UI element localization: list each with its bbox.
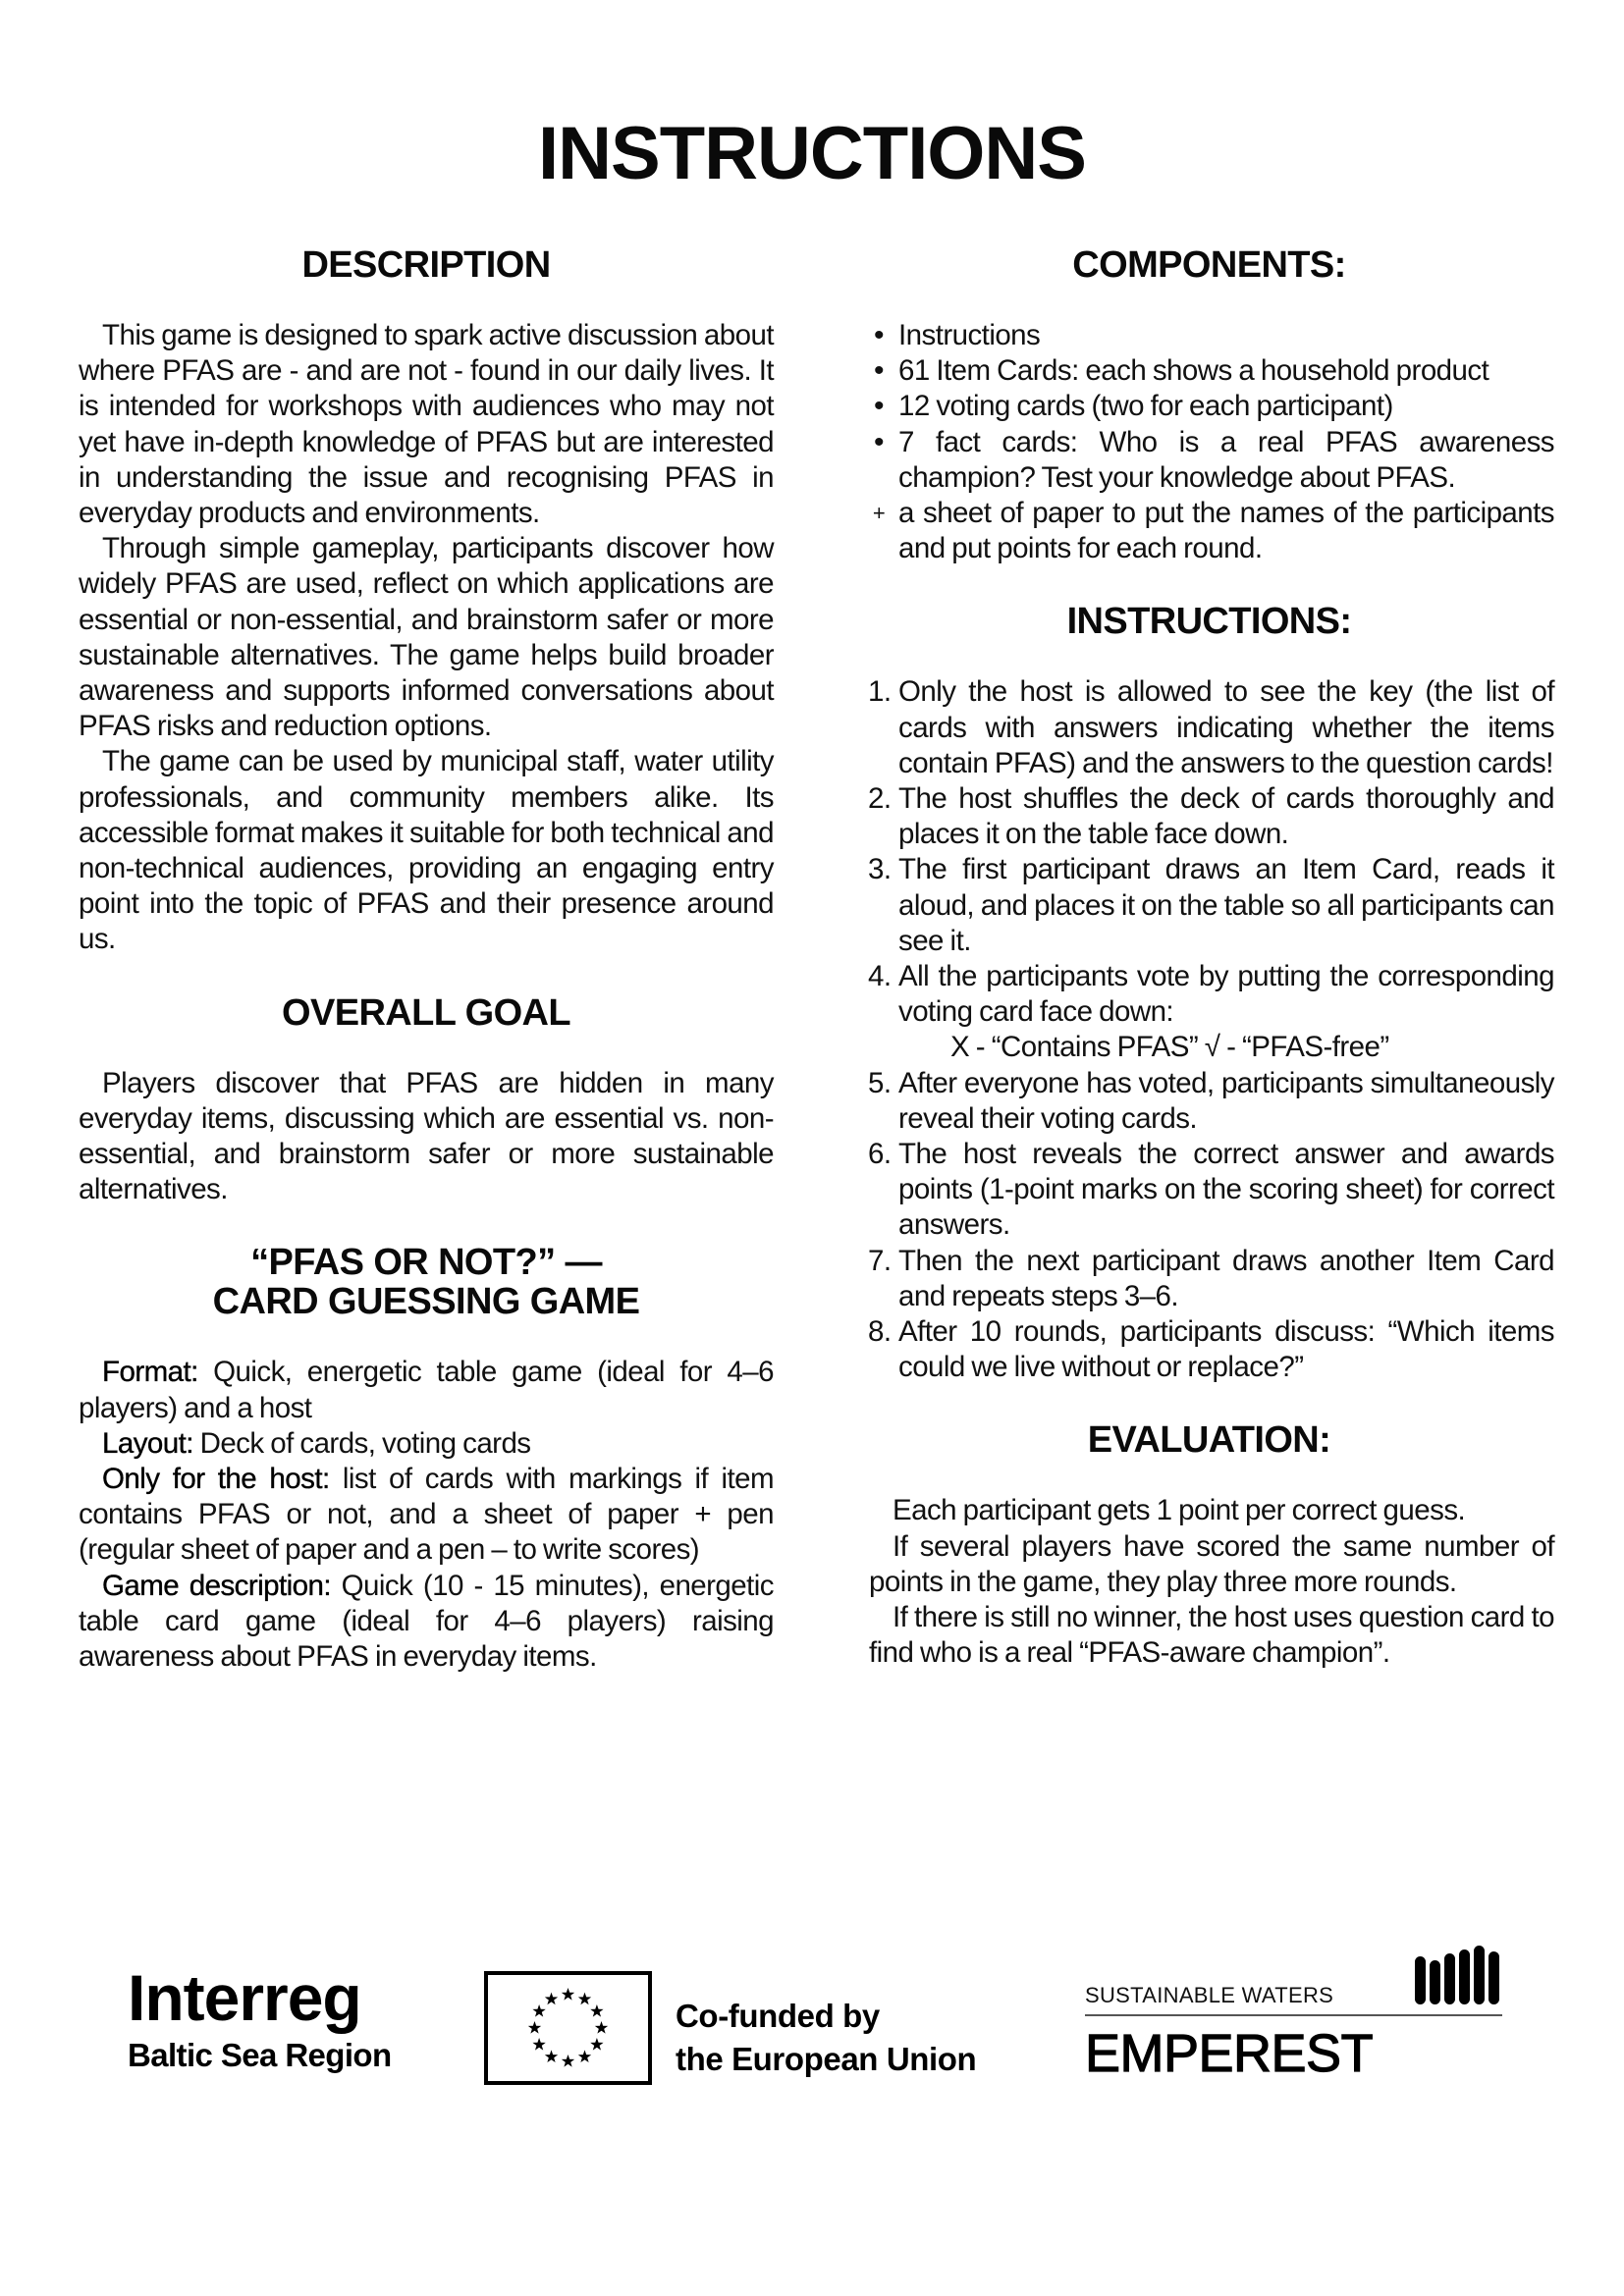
step-number: 8. (868, 1315, 892, 1349)
instructions-heading: INSTRUCTIONS: (1066, 601, 1352, 643)
layout-text: Deck of cards, voting cards (192, 1426, 531, 1460)
component-item (864, 496, 1554, 566)
format-label: Format: (102, 1356, 198, 1389)
evaluation-paragraph: Each participant gets 1 point per correct guess. (893, 1494, 1466, 1527)
step-text: Then the next participant draws another Item Card and repeats steps 3–6. (898, 1244, 1554, 1312)
interreg-logo (128, 1961, 442, 2075)
card-game-description (79, 1569, 774, 1676)
overall-goal-body (79, 1066, 774, 1208)
component-text: 12 voting cards (two for each participant) (898, 390, 1393, 423)
step-number: 1. (868, 675, 892, 709)
eu-flag-icon (484, 1971, 652, 2085)
evaluation-paragraph: If there is still no winner, the host uses question card to find who is a real “PFAS-aware champion”. (869, 1601, 1554, 1670)
step-number: 2. (868, 782, 892, 816)
host-text: list of cards with markings if item contains PFAS or not, and a sheet of paper + pen (regular sheet of paper and a pen – to write scores) (79, 1463, 774, 1567)
emperest-tagline: SUSTAINABLE WATERS (1085, 1983, 1334, 2007)
evaluation-paragraph: If several players have scored the same number of points in the game, they play three more rounds. (869, 1529, 1554, 1598)
footer-logos (0, 1953, 1624, 2110)
step-item (864, 1137, 1554, 1244)
component-text: 61 Item Cards: each shows a household product (898, 354, 1489, 388)
format-text: Quick, energetic table game (ideal for 4–6 players) and a host (79, 1356, 774, 1424)
step-text: The host shuffles the deck of cards thoroughly and places it on the table face down. (898, 782, 1554, 851)
component-text: Instructions (898, 319, 1041, 351)
bullet-icon (868, 425, 890, 460)
description-paragraph: The game can be used by municipal staff, water utility professionals, and community members alike. Its accessible format makes it suitable for both technical and non-technical audiences, providing an engaging entry point into the topic of PFAS and their presence around us. (79, 745, 774, 956)
description-paragraph: This game is designed to spark active discussion about where PFAS are - and are not - found in our daily lives. It is intended for workshops with audiences who may not yet have in-depth knowledge of PFAS but are interested in understanding the issue and recognising PFAS in everyday products and environments. (79, 319, 774, 530)
evaluation-heading: EVALUATION: (1087, 1419, 1331, 1462)
instructions-steps (864, 674, 1554, 1385)
page-title: INSTRUCTIONS (538, 112, 1086, 195)
description-body (79, 318, 774, 958)
emperest-divider (1085, 2014, 1502, 2016)
step-number: 6. (868, 1138, 892, 1171)
interreg-subtitle: Baltic Sea Region (128, 2037, 392, 2073)
step-item (864, 959, 1554, 1066)
step-text: After 10 rounds, participants discuss: “Which items could we live without or replace?” (898, 1315, 1554, 1384)
step-text: Only the host is allowed to see the key (the list of cards with answers indicating whether the items contain PFAS) and the answers to the question cards! (898, 675, 1554, 779)
left-column (79, 245, 774, 1675)
interreg-title: Interreg (128, 1961, 361, 2034)
component-item (864, 389, 1554, 424)
description-heading: DESCRIPTION (301, 244, 551, 286)
card-game-heading-line2: CARD GUESSING GAME (212, 1281, 640, 1323)
cofunded-text (676, 1995, 976, 2081)
voting-options: X - “Contains PFAS” √ - “PFAS-free” (950, 1031, 1389, 1064)
step-number: 3. (868, 853, 892, 886)
card-game-heading (79, 1243, 774, 1321)
layout-label: Layout: (102, 1426, 193, 1460)
card-game-heading-line1: “PFAS OR NOT?” — (250, 1242, 602, 1284)
emperest-bars-icon (1413, 1944, 1503, 2011)
game-description-text: Quick (10 - 15 minutes), energetic table card game (ideal for 4–6 players) raising awareness about PFAS in everyday items. (79, 1569, 774, 1674)
card-game-layout (79, 1426, 774, 1462)
step-item (864, 781, 1554, 852)
step-item (864, 674, 1554, 781)
step-number: 4. (868, 960, 892, 993)
step-number: 5. (868, 1066, 892, 1099)
step-item (864, 1314, 1554, 1385)
component-item (864, 425, 1554, 496)
description-paragraph: Through simple gameplay, participants discover how widely PFAS are used, reflect on which applications are essential or non-essential, and brainstorm safer or more sustainable alternatives. The game helps build broader awareness and supports informed conversations about PFAS risks and reduction options. (79, 532, 774, 743)
bullet-icon (868, 353, 890, 389)
bullet-icon (868, 389, 890, 424)
step-item (864, 1244, 1554, 1314)
component-item (864, 318, 1554, 353)
components-heading: COMPONENTS: (1072, 244, 1346, 286)
cofunded-line1: Co-funded by (676, 1998, 880, 2034)
card-game-body (79, 1355, 774, 1675)
plus-icon: + (872, 501, 886, 526)
step-text: The first participant draws an Item Card, reads it aloud, and places it on the table so all participants can see it. (898, 853, 1554, 957)
component-text: a sheet of paper to put the names of the participants and put points for each round. (898, 497, 1554, 565)
step-text: The host reveals the correct answer and awards points (1-point marks on the scoring sheet) for correct answers. (898, 1138, 1554, 1242)
component-item (864, 353, 1554, 389)
game-description-label: Game description: (102, 1569, 331, 1602)
emperest-name: EMPEREST (1085, 2024, 1374, 2083)
evaluation-body (864, 1493, 1554, 1671)
card-game-host (79, 1462, 774, 1569)
step-text: All the participants vote by putting the corresponding voting card face down: (898, 960, 1554, 1029)
bullet-icon (868, 318, 890, 353)
components-list (864, 318, 1554, 566)
overall-goal-text: Players discover that PFAS are hidden in many everyday items, discussing which are essential vs. non-essential, and brainstorm safer or more sustainable alternatives. (79, 1066, 774, 1206)
right-column (864, 245, 1554, 1672)
step-text: After everyone has voted, participants simultaneously reveal their voting cards. (898, 1066, 1554, 1135)
card-game-format (79, 1355, 774, 1425)
step-item (864, 1066, 1554, 1137)
component-text: 7 fact cards: Who is a real PFAS awareness champion? Test your knowledge about PFAS. (898, 425, 1554, 494)
host-label: Only for the host: (102, 1463, 330, 1496)
step-number: 7. (868, 1244, 892, 1277)
overall-goal-heading: OVERALL GOAL (282, 991, 570, 1034)
step-item (864, 852, 1554, 959)
cofunded-line2: the European Union (676, 2041, 977, 2077)
